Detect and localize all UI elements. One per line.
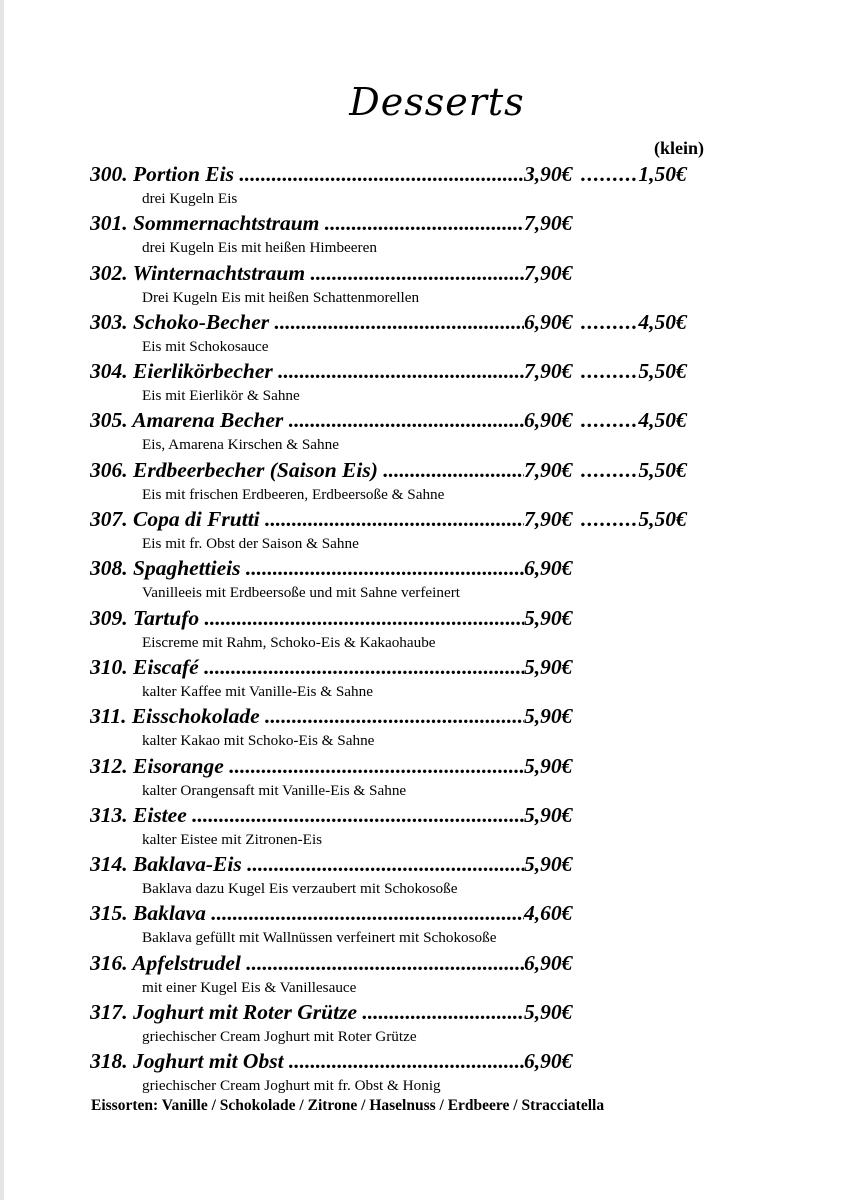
menu-item-small-price-block — [581, 159, 716, 189]
menu-item-number: 313. — [90, 802, 128, 827]
menu-item-small-price-block — [581, 455, 716, 485]
page-title: Desserts — [349, 80, 525, 124]
menu-item-description: griechischer Cream Joghurt mit Roter Grütze — [142, 1028, 417, 1046]
menu-item-number: 314. — [90, 852, 128, 877]
menu-item — [90, 948, 730, 997]
menu-item-number: 316. — [90, 950, 128, 975]
menu-item — [90, 258, 730, 307]
menu-item-description: Vanilleeis mit Erdbeersoße und mit Sahne verfeinert — [142, 584, 460, 602]
menu-item-number: 308. — [90, 556, 128, 581]
menu-item-line — [90, 948, 730, 978]
menu-item-line — [90, 258, 730, 288]
menu-item-price: 6,90€ — [524, 556, 573, 581]
leader-dots — [260, 704, 524, 728]
menu-item-name-block — [90, 504, 524, 534]
menu-item-description: Drei Kugeln Eis mit heißen Schattenmorellen — [142, 288, 420, 306]
menu-item-description: kalter Eistee mit Zitronen-Eis — [142, 830, 323, 848]
menu-item-name: Eisorange — [133, 753, 224, 778]
menu-item-price: 5,90€ — [524, 852, 573, 877]
small-leader-dots: ......... — [581, 162, 639, 186]
menu-item-small-price: 4,50€ — [638, 309, 687, 334]
menu-item-description: Eis, Amarena Kirschen & Sahne — [142, 436, 339, 454]
small-leader-dots: ......... — [581, 507, 639, 532]
menu-item-line — [90, 898, 730, 928]
menu-item — [90, 307, 730, 356]
small-leader-dots: ......... — [581, 408, 639, 433]
menu-item-name: Baklava — [133, 901, 206, 926]
menu-item-description: Baklava gefüllt mit Wallnüssen verfeinert mit Schokosoße — [142, 929, 497, 947]
menu-item-description: mit einer Kugel Eis & Vanillesauce — [142, 978, 357, 996]
leader-dots — [199, 655, 524, 679]
menu-item-number: 312. — [90, 753, 128, 778]
leader-dots — [269, 310, 524, 334]
menu-item-small-price-block — [581, 356, 716, 386]
menu-item-line — [90, 405, 730, 435]
small-leader-dots: ......... — [581, 457, 639, 482]
menu-item-description: Baklava dazu Kugel Eis verzaubert mit Schokosoße — [142, 880, 458, 898]
menu-item-small-price-block — [581, 504, 716, 534]
menu-item — [90, 701, 730, 750]
menu-item — [90, 603, 730, 652]
menu-item-number: 303. — [90, 309, 128, 334]
leader-dots — [199, 606, 524, 630]
menu-item-line — [90, 159, 730, 189]
menu-item-name-block — [90, 997, 524, 1027]
menu-item-name: Schoko-Becher — [133, 309, 270, 334]
menu-item — [90, 898, 730, 947]
menu-item-price: 5,90€ — [524, 704, 573, 729]
menu-item-number: 317. — [90, 1000, 128, 1025]
menu-item-name-block — [90, 652, 524, 682]
menu-item — [90, 208, 730, 257]
leader-dots — [234, 162, 524, 186]
menu-item-small-price: 5,50€ — [638, 457, 687, 482]
menu-item-number: 307. — [90, 507, 128, 532]
menu-item-price: 7,90€ — [524, 260, 573, 285]
menu-item-name-block — [90, 701, 524, 731]
menu-item — [90, 849, 730, 898]
menu-item-description: Eis mit frischen Erdbeeren, Erdbeersoße & Sahne — [142, 485, 445, 503]
menu-item — [90, 455, 730, 504]
leader-dots — [378, 458, 524, 482]
menu-item-description: kalter Orangensaft mit Vanille-Eis & Sahne — [142, 781, 407, 799]
menu-item-description: Eiscreme mit Rahm, Schoko-Eis & Kakaohaube — [142, 633, 436, 651]
menu-item — [90, 997, 730, 1046]
leader-dots — [187, 803, 524, 827]
menu-item-name-block — [90, 898, 524, 928]
menu-item-price: 7,90€ — [524, 507, 573, 532]
leader-dots — [305, 261, 524, 285]
leader-dots — [260, 507, 524, 531]
menu-item-name-block — [90, 751, 524, 781]
menu-item-name: Eierlikörbecher — [133, 359, 273, 384]
small-leader-dots: ......... — [581, 359, 639, 384]
menu-item-line — [90, 553, 730, 583]
menu-item-number: 302. — [90, 260, 128, 285]
menu-item-name: Erdbeerbecher (Saison Eis) — [133, 457, 378, 482]
menu-item-price: 4,60€ — [524, 901, 573, 926]
menu-item-price: 6,90€ — [524, 408, 573, 433]
menu-item-price: 6,90€ — [524, 950, 573, 975]
leader-dots — [319, 211, 524, 235]
menu-item-name-block — [90, 405, 524, 435]
leader-dots — [283, 408, 524, 432]
leader-dots — [242, 852, 524, 876]
menu-item-number: 300. — [90, 162, 128, 186]
menu-item-description: griechischer Cream Joghurt mit fr. Obst & Honig — [142, 1077, 441, 1095]
menu-item-name-block — [90, 1046, 524, 1076]
menu-item-name: Baklava-Eis — [133, 852, 242, 877]
menu-item-name: Joghurt mit Roter Grütze — [133, 1000, 358, 1025]
menu-item-price: 7,90€ — [524, 211, 573, 236]
menu-item — [90, 751, 730, 800]
menu-item-name: Spaghettieis — [133, 556, 241, 581]
menu-item — [90, 356, 730, 405]
menu-item-price: 6,90€ — [524, 309, 573, 334]
menu-item-small-price: 4,50€ — [638, 408, 687, 433]
small-size-header: (klein) — [654, 138, 705, 158]
menu-item-description: Eis mit Eierlikör & Sahne — [142, 387, 300, 405]
menu-item-number: 315. — [90, 901, 128, 926]
menu-item-number: 309. — [90, 605, 128, 630]
leader-dots — [224, 754, 524, 778]
menu-item-name: Joghurt mit Obst — [133, 1049, 284, 1074]
leader-dots — [284, 1049, 524, 1073]
menu-item-name-block — [90, 258, 524, 288]
menu-item-name: Sommernachtstraum — [133, 211, 320, 236]
menu-item-name-block — [90, 948, 524, 978]
menu-item-name-block — [90, 208, 524, 238]
menu-item — [90, 553, 730, 602]
menu-item-name: Eisschokolade — [131, 704, 260, 729]
menu-item-description: kalter Kakao mit Schoko-Eis & Sahne — [142, 732, 375, 750]
menu-item-number: 301. — [90, 211, 128, 236]
menu-item-line — [90, 603, 730, 633]
menu-item-description: drei Kugeln Eis mit heißen Himbeeren — [142, 239, 377, 257]
menu-item-price: 7,90€ — [524, 359, 573, 384]
menu-item-number: 304. — [90, 359, 128, 384]
menu-item-line — [90, 504, 730, 534]
menu-item-small-price-block — [581, 405, 716, 435]
menu-item-name: Eiscafé — [133, 654, 199, 679]
menu-item-line — [90, 1046, 730, 1076]
menu-item-line — [90, 208, 730, 238]
menu-item-line — [90, 751, 730, 781]
menu-item-number: 310. — [90, 654, 128, 679]
menu-item-name-block — [90, 553, 524, 583]
menu-item-number: 305. — [90, 408, 128, 433]
menu-item-line — [90, 997, 730, 1027]
menu-item-small-price-block — [581, 307, 716, 337]
menu-item-small-price: 1,50€ — [638, 162, 687, 186]
dessert-list — [90, 159, 730, 1096]
menu-item — [90, 405, 730, 454]
menu-item — [90, 652, 730, 701]
leader-dots — [273, 359, 524, 383]
menu-item-name-block — [90, 356, 524, 386]
leader-dots — [357, 1000, 524, 1024]
small-leader-dots: ......... — [581, 309, 639, 334]
menu-item-small-price: 5,50€ — [638, 507, 687, 532]
menu-item-line — [90, 701, 730, 731]
menu-item-description: Eis mit Schokosauce — [142, 337, 269, 355]
menu-item-description: Eis mit fr. Obst der Saison & Sahne — [142, 535, 359, 553]
menu-item-line — [90, 800, 730, 830]
menu-item-name-block — [90, 455, 524, 485]
menu-item-price: 5,90€ — [524, 753, 573, 778]
menu-item-name: Apfelstrudel — [132, 950, 241, 975]
menu-item-name-block — [90, 159, 524, 189]
menu-item — [90, 159, 730, 208]
leader-dots — [241, 556, 524, 580]
menu-item-name-block — [90, 603, 524, 633]
menu-item-number: 311. — [90, 704, 127, 729]
menu-item-number: 318. — [90, 1049, 128, 1074]
menu-item-line — [90, 307, 730, 337]
menu-item-name: Tartufo — [133, 605, 200, 630]
menu-item-price: 5,90€ — [524, 605, 573, 630]
menu-item-line — [90, 652, 730, 682]
leader-dots — [241, 951, 524, 975]
leader-dots — [206, 901, 524, 925]
menu-item-price: 5,90€ — [524, 654, 573, 679]
menu-item — [90, 504, 730, 553]
menu-item-name-block — [90, 800, 524, 830]
menu-item-line — [90, 455, 730, 485]
menu-item-name: Amarena Becher — [132, 408, 284, 433]
menu-item-price: 3,90€ — [524, 162, 573, 186]
menu-item-price: 7,90€ — [524, 457, 573, 482]
ice-flavors-note: Eissorten: Vanille / Schokolade / Zitrone / Haselnuss / Erdbeere / Stracciatella — [91, 1097, 605, 1114]
menu-item-number: 306. — [90, 457, 128, 482]
menu-item-description: kalter Kaffee mit Vanille-Eis & Sahne — [142, 682, 373, 700]
menu-item-line — [90, 356, 730, 386]
menu-item-name: Eistee — [133, 802, 187, 827]
menu-item-price: 5,90€ — [524, 802, 573, 827]
menu-item-name-block — [90, 849, 524, 879]
menu-item-name: Copa di Frutti — [133, 507, 260, 532]
menu-item-name: Portion Eis — [133, 162, 234, 186]
menu-item — [90, 800, 730, 849]
menu-item-price: 5,90€ — [524, 1000, 573, 1025]
menu-item-name-block — [90, 307, 524, 337]
menu-item — [90, 1046, 730, 1095]
menu-item-price: 6,90€ — [524, 1049, 573, 1074]
menu-item-name: Winternachtstraum — [132, 260, 306, 285]
menu-item-line — [90, 849, 730, 879]
menu-item-small-price: 5,50€ — [638, 359, 687, 384]
menu-item-description: drei Kugeln Eis — [142, 190, 238, 207]
